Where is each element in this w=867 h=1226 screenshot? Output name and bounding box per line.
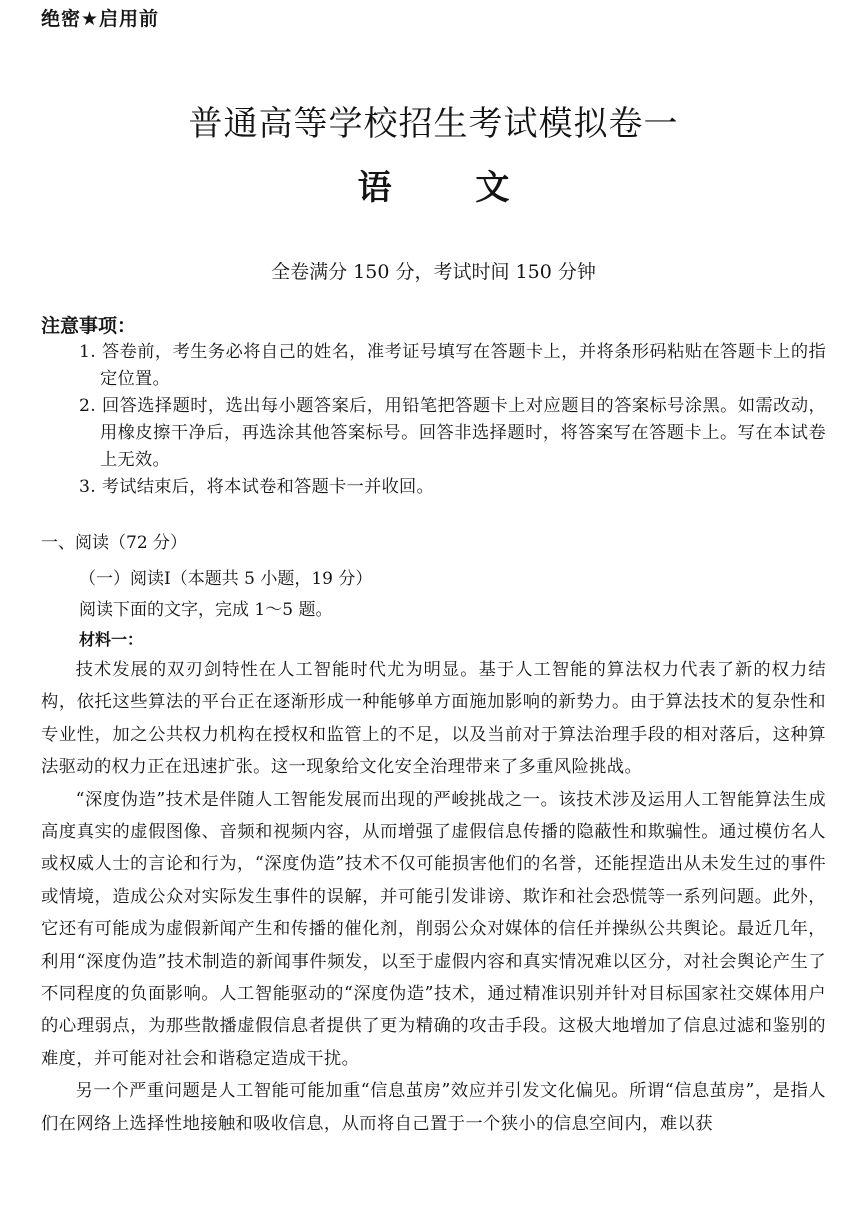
- notes-list: [41, 339, 826, 501]
- exam-title: 普通高等学校招生考试模拟卷一: [188, 104, 679, 144]
- passage-paragraph: 另一个严重问题是人工智能可能加重“信息茧房”效应并引发文化偏见。所谓“信息茧房”，是指人们在网络上选择性地接触和吸收信息，从而将自己置于一个狭小的信息空间内，难以获: [41, 1081, 826, 1134]
- notes-item: 1. 答卷前，考生务必将自己的姓名，准考证号填写在答题卡上，并将条形码粘贴在答题卡上的指定位置。: [79, 342, 826, 389]
- notes-item: 3. 考试结束后，将本试卷和答题卡一并收回。: [79, 477, 435, 497]
- subject-title: 语 文: [357, 168, 510, 208]
- section-subtitle: （一）阅读Ⅰ（本题共 5 小题，19 分）: [79, 569, 373, 589]
- material-label: 材料一：: [79, 630, 144, 649]
- passage: [41, 654, 826, 1140]
- exam-meta: 全卷满分 150 分，考试时间 150 分钟: [271, 261, 596, 283]
- section-instruction: 阅读下面的文字，完成 1～5 题。: [79, 600, 333, 620]
- notes-item: 2. 回答选择题时，选出每小题答案后，用铅笔把答题卡上对应题目的答案标号涂黑。如需改动，用橡皮擦干净后，再选涂其他答案标号。回答非选择题时，将答案写在答题卡上。写在本试卷上无效。: [79, 396, 826, 470]
- passage-paragraph: 技术发展的双刃剑特性在人工智能时代尤为明显。基于人工智能的算法权力代表了新的权力结构，依托这些算法的平台正在逐渐形成一种能够单方面施加影响的新势力。由于算法技术的复杂性和专业性，加之公共权力机构在授权和监管上的不足，以及当前对于算法治理手段的相对落后，这种算法驱动的权力正在迅速扩张。这一现象给文化安全治理带来了多重风险挑战。: [41, 660, 826, 778]
- section-title: 一、阅读（72 分）: [41, 533, 188, 553]
- notes-heading: 注意事项：: [41, 315, 137, 337]
- passage-paragraph: “深度伪造”技术是伴随人工智能发展而出现的严峻挑战之一。该技术涉及运用人工智能算法生成高度真实的虚假图像、音频和视频内容，从而增强了虚假信息传播的隐蔽性和欺骗性。通过模仿名人或权威人士的言论和行为，“深度伪造”技术不仅可能损害他们的名誉，还能捏造出从未发生过的事件或情境，造成公众对实际发生事件的误解，并可能引发诽谤、欺诈和社会恐慌等一系列问题。此外，它还有可能成为虚假新闻产生和传播的催化剂，削弱公众对媒体的信任并操纵公共舆论。最近几年，利用“深度伪造”技术制造的新闻事件频发，以至于虚假内容和真实情况难以区分，对社会舆论产生了不同程度的负面影响。人工智能驱动的“深度伪造”技术，通过精准识别并针对目标国家社交媒体用户的心理弱点，为那些散播虚假信息者提供了更为精确的攻击手段。这极大地增加了信息过滤和鉴别的难度，并可能对社会和谐稳定造成干扰。: [41, 789, 826, 1069]
- confidential-label: 绝密★启用前: [41, 8, 160, 30]
